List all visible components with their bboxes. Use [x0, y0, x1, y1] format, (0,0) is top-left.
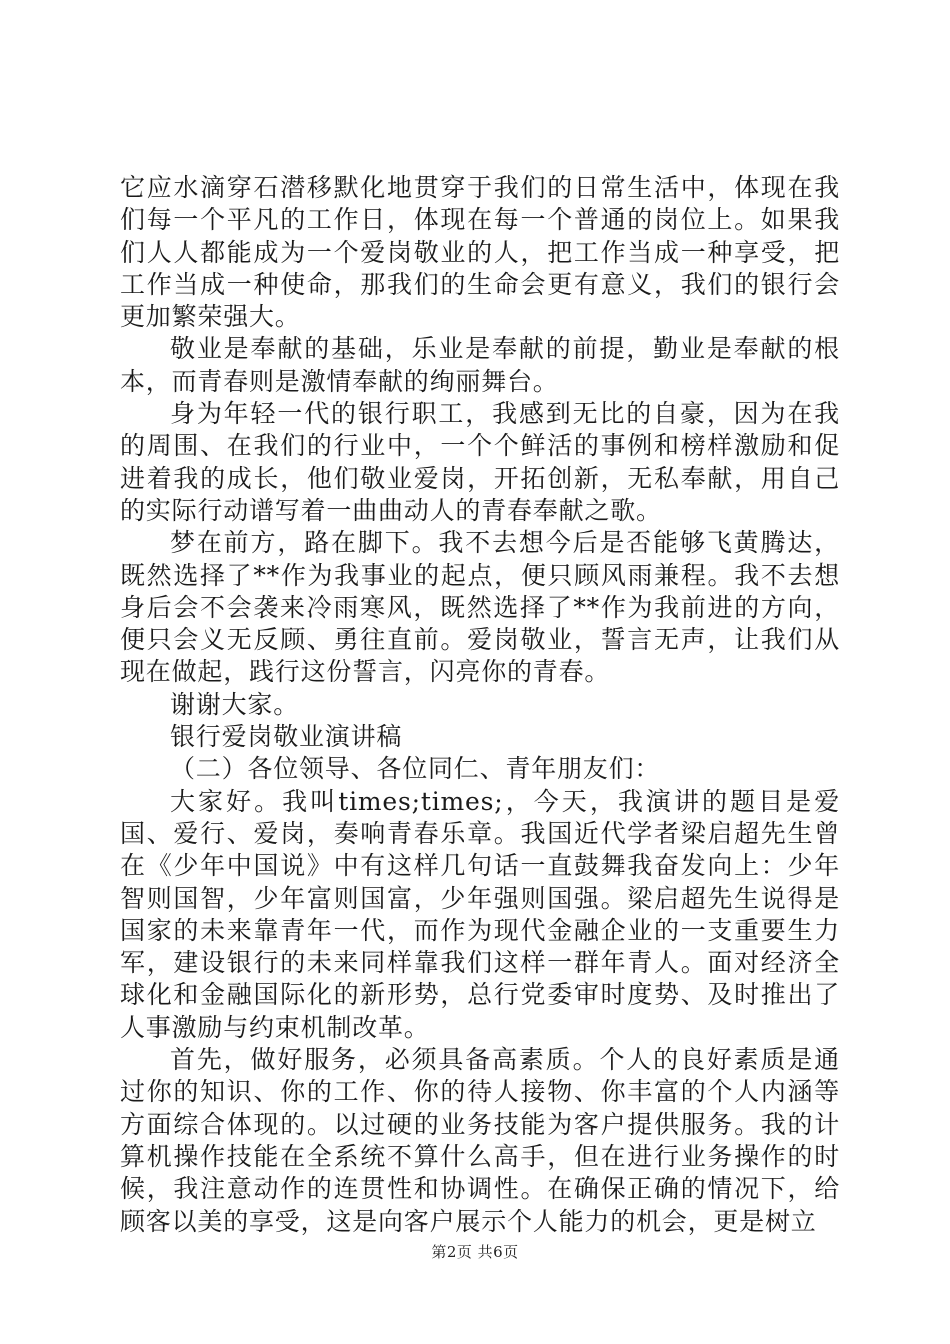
closing-line: 谢谢大家。: [170, 689, 300, 719]
paragraph: 大家好。我叫times;times;，今天，我演讲的题目是爱国、爱行、爱岗，奏响青春乐章。我国近代学者梁启超先生曾在《少年中国说》中有这样几句话一直鼓舞我奋发向上：少年智则国智，少年富则国富，少年强则国强。梁启超先生说得是国家的未来靠青年一代，而作为现代金融企业的一支重要生力军，建设银行的未来同样靠我们这样一群年青人。面对经济全球化和金融国际化的新形势，总行党委审时度势、及时推出了人事激励与约束机制改革。: [120, 786, 840, 1042]
page-number-footer: 第2页 共6页: [431, 1243, 519, 1261]
paragraph: 身为年轻一代的银行职工，我感到无比的自豪，因为在我的周围、在我们的行业中，一个个鲜活的事例和榜样激励和促进着我的成长，他们敬业爱岗，开拓创新，无私奉献，用自己的实际行动谱写着一曲曲动人的青春奉献之歌。: [120, 399, 840, 525]
document-body: [120, 172, 840, 1238]
paragraph-continuation: 它应水滴穿石潜移默化地贯穿于我们的日常生活中，体现在我们每一个平凡的工作日，体现在每一个普通的岗位上。如果我们人人都能成为一个爱岗敬业的人，把工作当成一种享受，把工作当成一种使命，那我们的生命会更有意义，我们的银行会更加繁荣强大。: [120, 173, 840, 332]
paragraph: 首先，做好服务，必须具备高素质。个人的良好素质是通过你的知识、你的工作、你的待人接物、你丰富的个人内涵等方面综合体现的。以过硬的业务技能为客户提供服务。我的计算机操作技能在全系统不算什么高手，但在进行业务操作的时候，我注意动作的连贯性和协调性。在确保正确的情况下，给顾客以美的享受，这是向客户展示个人能力的机会，更是树立: [120, 1045, 840, 1236]
salutation: （二）各位领导、各位同仁、青年朋友们：: [170, 754, 661, 784]
paragraph: 梦在前方，路在脚下。我不去想今后是否能够飞黄腾达，既然选择了**作为我事业的起点，便只顾风雨兼程。我不去想身后会不会袭来冷雨寒风，既然选择了**作为我前进的方向，便只会义无反顾、勇往直前。爱岗敬业，誓言无声，让我们从现在做起，践行这份誓言，闪亮你的青春。: [120, 528, 840, 687]
section-title: 银行爱岗敬业演讲稿: [170, 722, 403, 752]
paragraph: 敬业是奉献的基础，乐业是奉献的前提，勤业是奉献的根本，而青春则是激情奉献的绚丽舞台。: [120, 334, 840, 396]
